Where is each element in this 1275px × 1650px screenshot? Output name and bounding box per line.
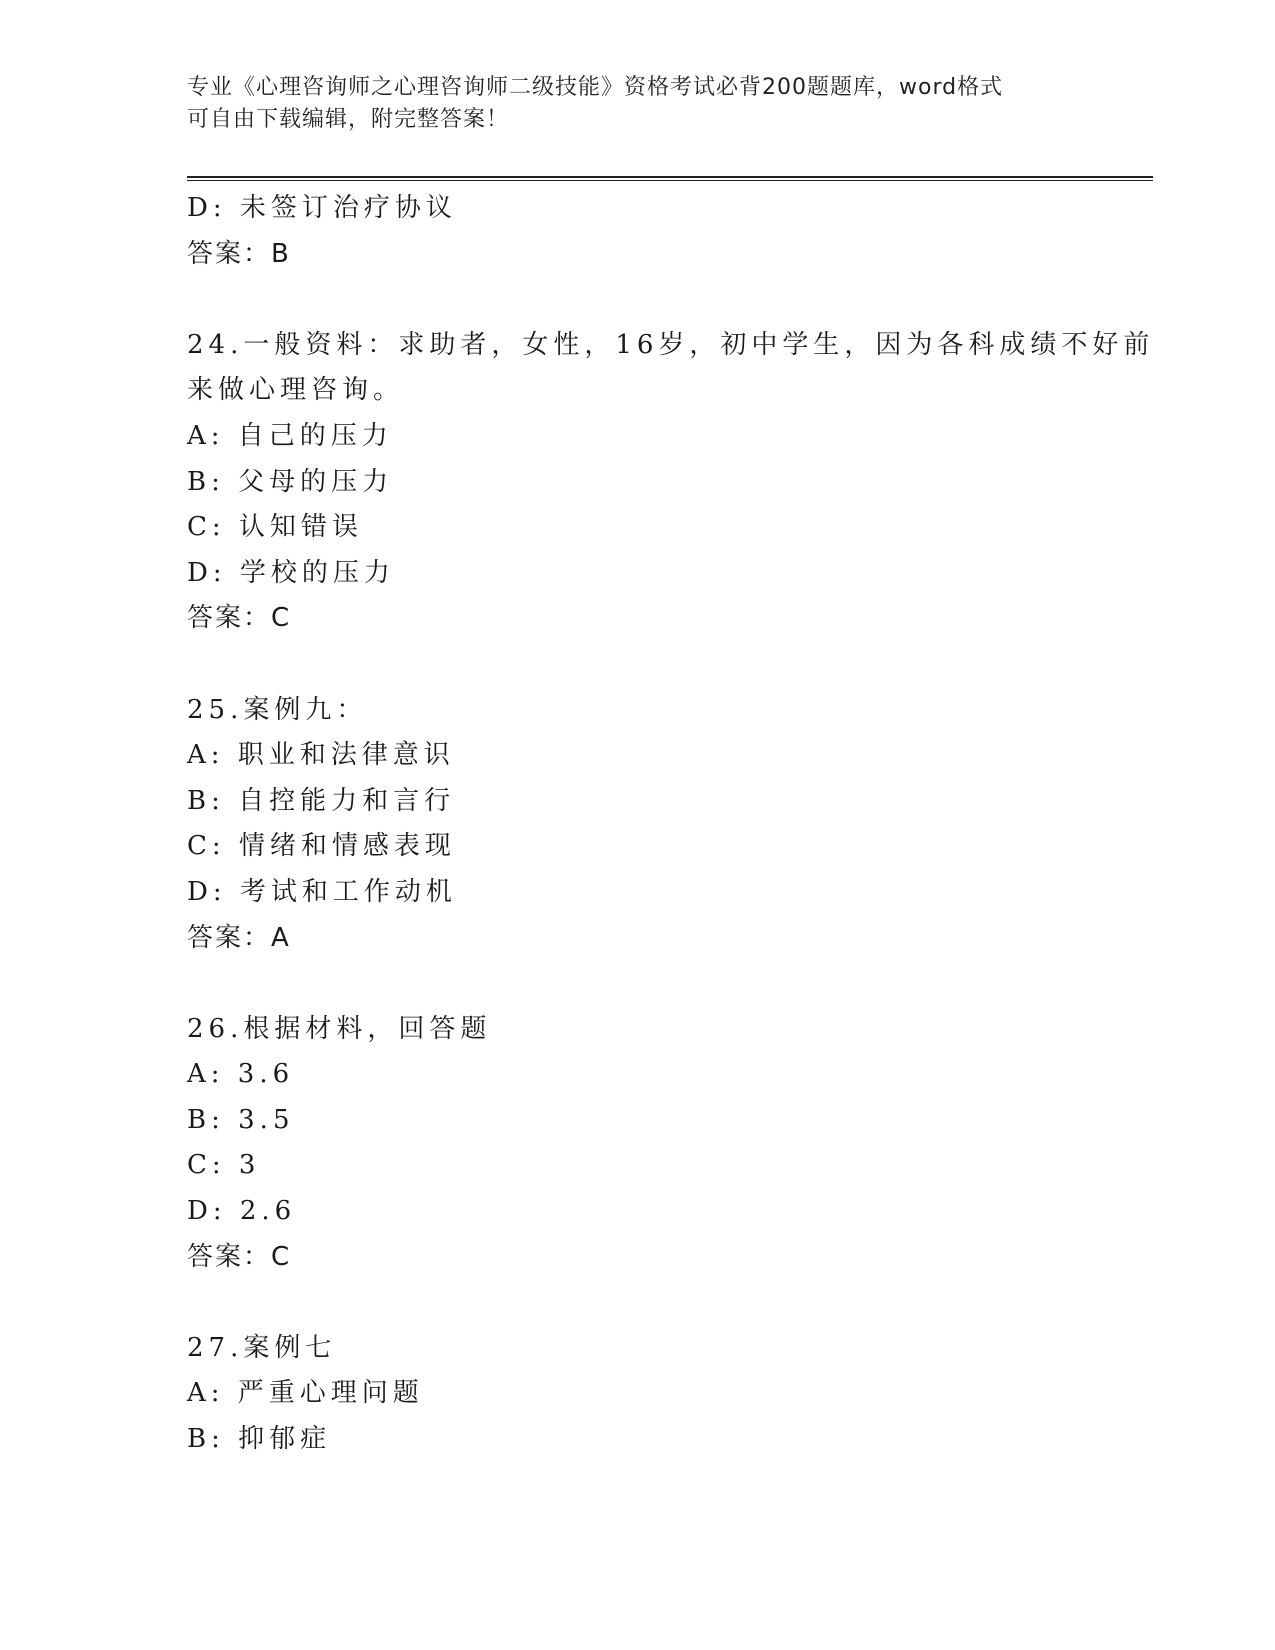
question-26 xyxy=(187,1007,1087,1281)
option-a: A: 自己的压力 xyxy=(187,420,393,451)
question-25 xyxy=(187,688,1087,962)
option-b: B: 父母的压力 xyxy=(187,466,394,497)
header-divider xyxy=(187,176,1153,181)
option-b: B: 抑郁症 xyxy=(187,1424,332,1455)
spacer xyxy=(187,642,1087,688)
spacer xyxy=(187,961,1087,1007)
option-a: A: 3.6 xyxy=(187,1059,295,1090)
spacer xyxy=(187,1280,1087,1326)
question-stem-line-1: 24.一般资料：求助者，女性，16岁，初中学生，因为各科成绩不好前 xyxy=(187,329,1155,360)
question-stem: 26.根据材料，回答题 xyxy=(187,1013,492,1044)
option-d: D: 2.6 xyxy=(187,1196,297,1227)
question-27 xyxy=(187,1326,1087,1463)
option-c: C: 认知错误 xyxy=(187,512,363,543)
answer-line: 答案：A xyxy=(187,922,291,953)
answer-line: 答案：C xyxy=(187,1241,292,1272)
option-d: D: 考试和工作动机 xyxy=(187,876,457,907)
page-header xyxy=(187,72,1087,136)
header-title-line-1: 专业《心理咨询师之心理咨询师二级技能》资格考试必背200题题库，word格式 xyxy=(187,75,1004,100)
option-a: A: 职业和法律意识 xyxy=(187,740,455,771)
header-title-line-2: 可自由下载编辑，附完整答案！ xyxy=(187,107,510,132)
question-stem: 25.案例九： xyxy=(187,694,368,725)
option-c: C: 情绪和情感表现 xyxy=(187,831,456,862)
question-24 xyxy=(187,323,1155,642)
document-body xyxy=(187,186,1155,1463)
question-stem-line-2: 来做心理咨询。 xyxy=(187,375,405,406)
option-d: D: 学校的压力 xyxy=(187,557,395,588)
option-b: B: 自控能力和言行 xyxy=(187,785,456,816)
option-b: B: 3.5 xyxy=(187,1104,295,1135)
answer-line: 答案：B xyxy=(187,238,291,269)
option-d: D: 未签订治疗协议 xyxy=(187,193,457,223)
option-a: A: 严重心理问题 xyxy=(187,1378,424,1409)
question-stem: 27.案例七 xyxy=(187,1332,337,1363)
option-c: C: 3 xyxy=(187,1150,261,1181)
answer-line: 答案：C xyxy=(187,603,292,634)
spacer xyxy=(187,277,1087,323)
